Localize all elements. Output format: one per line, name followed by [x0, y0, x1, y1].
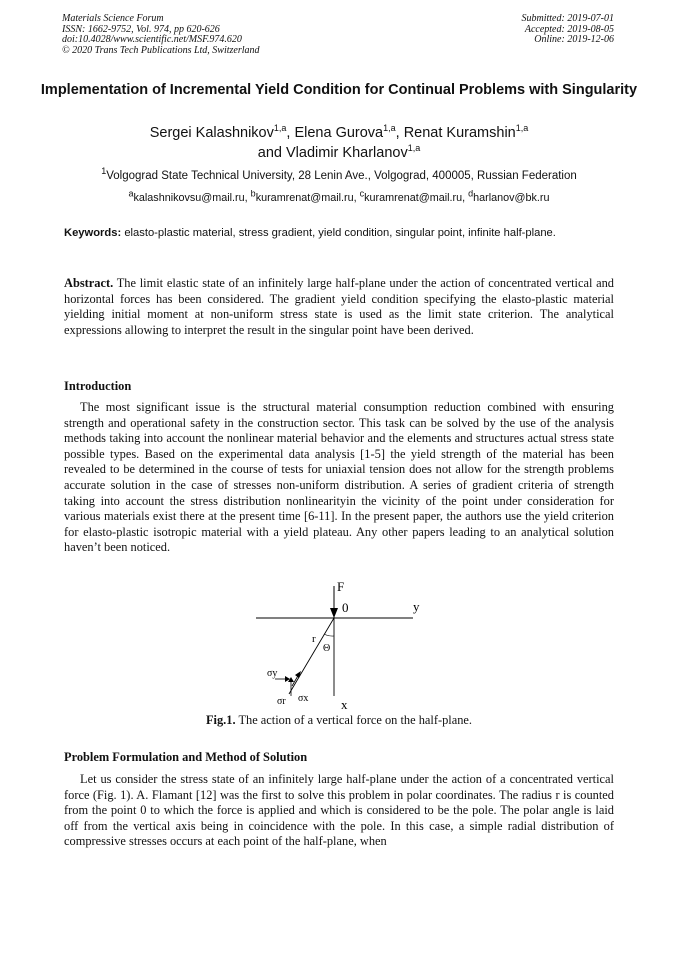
sigma-y-label: σy: [267, 668, 278, 679]
online-date: Online: 2019-12-06: [534, 34, 614, 45]
email-link[interactable]: kalashnikovsu@mail.ru: [133, 192, 245, 204]
email-list: $^a$kalashnikovsu@mail.ru, $^b$kuramrenat@mail.ru, $^c$kuramrenat@mail.ru, $^d$harlanov@bk.ru: [128, 188, 550, 204]
author-sup: 1,a: [273, 123, 287, 134]
figure-caption: [40, 713, 638, 728]
email-sup: c: [359, 188, 365, 199]
affiliation-text: Volgograd State Technical University, 28 Lenin Ave., Volgograd, 400005, Russian Federation: [106, 170, 577, 182]
x-axis-label: x: [341, 697, 348, 712]
radius-line: [289, 618, 334, 694]
caption-label: Fig.1.: [205, 713, 236, 727]
author-name: Renat Kuramshin: [403, 125, 516, 141]
y-axis-label: y: [413, 599, 420, 614]
email-link[interactable]: harlanov@bk.ru: [473, 192, 550, 204]
force-diagram: [250, 578, 430, 713]
journal-name: Materials Science Forum: [62, 13, 164, 24]
paper-title: Implementation of Incremental Yield Condition for Continual Problems with Singularity: [40, 82, 638, 98]
force-label: F: [337, 579, 345, 594]
sigma-r-label: σr: [277, 696, 286, 707]
keywords: [64, 226, 614, 241]
keywords-text: elasto-plastic material, stress gradient, yield condition, singular point, infinite half-plane.: [124, 227, 556, 239]
author-name: Elena Gurova: [294, 125, 384, 141]
abstract-text: The limit elastic state of an infinitely large half-plane under the action of concentrated vertical and horizontal forces has been considered. The gradient yield condition specifying the elasto-plastic material yielding initial moment at non-uniform stress state is used as the limit state criterion. The analytical expressions allowing to interpret the result in the singular point have been derived.: [64, 276, 615, 337]
introduction-text: The most significant issue is the structural material consumption reduction combined with ensuring strength and operational safety in the construction sector. This task can be solved by the use of the analysis methods taking into account the nonlinear material behavior and the elements and structures actual stress state possible types. Based on the experimental data analysis [1-5] the yield strength of the material has been revealed to be determined in the course of tests for uniaxial tension does not allow for the strength problems accurate solution in the case of stresses non-uniform distribution. A series of gradient criteria of strength taking into account the stress distribution nonlinearityin the vicinity of the point under consideration for various materials exist there at the present time [6-11]. In the present paper, the authors use the yield criterion for elasto-plastic isotropic material with a yield plateau. Any other papers leading to an analytical solution haven’t been noticed.: [64, 400, 614, 555]
sigma-x-label: σx: [298, 693, 309, 704]
accepted-date: Accepted: 2019-08-05: [524, 23, 614, 35]
email-link[interactable]: kuramrenat@mail.ru: [364, 192, 463, 204]
abstract: [64, 276, 614, 338]
submitted-date: Submitted: 2019-07-01: [521, 13, 614, 24]
problem-heading: Problem Formulation and Method of Solution: [64, 750, 308, 764]
submission-dates: [522, 14, 615, 46]
author-list: Sergei Kalashnikov$^{1,a}$, Elena Gurova$^{1,a}$, Renat Kuramshin$^{1,a}$ and Vladimir Kharlanov$^{1,a}$: [149, 123, 529, 161]
journal-issn: ISSN: 1662-9752, Vol. 974, pp 620-626: [62, 23, 220, 35]
abstract-label: Abstract.: [64, 276, 114, 290]
r-label: r: [312, 633, 316, 645]
author-sup: 1,a: [407, 143, 421, 154]
affiliation-sup: 1: [101, 166, 107, 177]
keywords-label: Keywords:: [64, 227, 122, 239]
force-arrowhead: [330, 608, 338, 618]
affiliation: [40, 166, 638, 183]
journal-info: [62, 14, 260, 56]
email-sup: d: [468, 188, 474, 199]
journal-copyright: © 2020 Trans Tech Publications Ltd, Switzerland: [62, 44, 260, 56]
email-sup: a: [128, 188, 134, 199]
author-name: Vladimir Kharlanov: [286, 145, 408, 161]
author-sup: 1,a: [515, 123, 529, 134]
email-link[interactable]: kuramrenat@mail.ru: [255, 192, 354, 204]
problem-text: Let us consider the stress state of an infinitely large half-plane under the action of a concentrated vertical force (Fig. 1). A. Flamant [12] was the first to solve this problem in polar coordinates. The radius r is counted from the point 0 to which the force is applied and which is considered to be the pole. The polar angle is laid off from the vertical axis being in coincidence with the pole. In this case, a simple radial distribution of compressive stresses occurs at each point of the half-plane, when: [64, 772, 614, 849]
email-sup: b: [250, 188, 256, 199]
origin-label: 0: [342, 600, 349, 615]
author-sup: 1,a: [383, 123, 396, 134]
angle-arc: [324, 634, 334, 636]
theta-label: Θ: [323, 643, 331, 654]
author-conjunction: and: [257, 145, 282, 161]
introduction-heading: Introduction: [64, 379, 132, 393]
journal-doi: doi:10.4028/www.scientific.net/MSF.974.620: [62, 34, 242, 45]
caption-text: The action of a vertical force on the half-plane.: [238, 713, 473, 727]
author-name: Sergei Kalashnikov: [149, 125, 274, 141]
